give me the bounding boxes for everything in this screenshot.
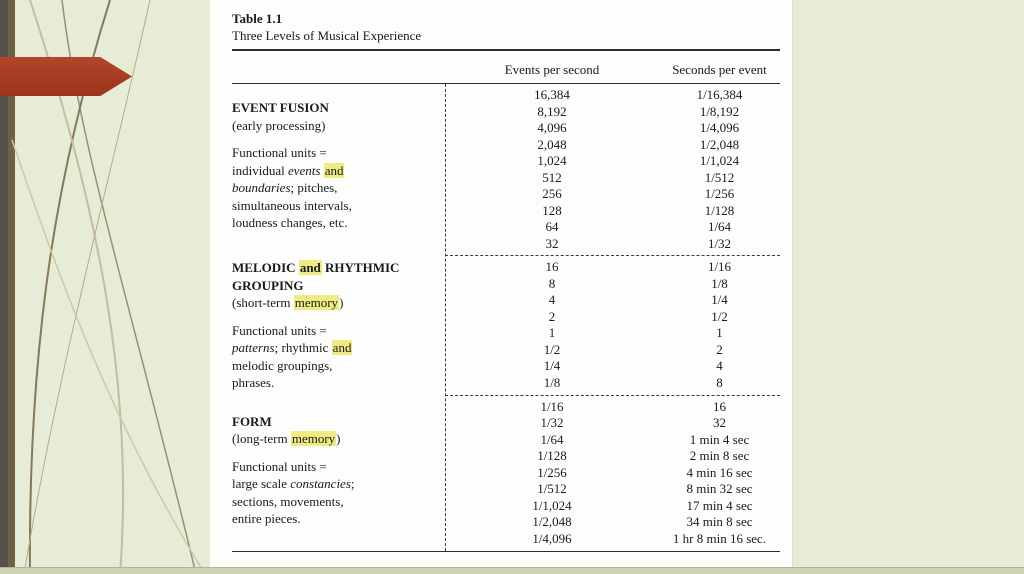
- label-text: Functional units =: [232, 458, 327, 474]
- seconds-value: 1/2,048: [699, 136, 740, 152]
- events-value: 64: [545, 219, 559, 234]
- seconds-value: 1/32: [707, 235, 732, 251]
- seconds-value: 1: [716, 325, 723, 340]
- label-text: melodic groupings,: [232, 357, 333, 373]
- label-text: RHYTHMIC: [321, 260, 400, 275]
- seconds-value: 17 min 4 sec: [686, 497, 753, 513]
- highlighted-word: and: [332, 340, 352, 355]
- seconds-value: 1/16,384: [696, 87, 743, 102]
- label-text: (long-term: [232, 431, 291, 446]
- events-value: 8: [548, 275, 556, 291]
- seconds-value: 1/16: [707, 259, 732, 274]
- events-value: 1/8: [543, 374, 561, 390]
- col-header-events: Events per second: [504, 62, 600, 77]
- events-value: 1: [548, 325, 556, 340]
- label-line: [232, 339, 435, 357]
- label-line: [232, 458, 435, 476]
- label-text: (short-term: [232, 295, 294, 310]
- highlighted-word: and: [324, 162, 344, 178]
- events-value: 16,384: [534, 87, 570, 102]
- label-text: ;: [350, 476, 355, 491]
- seconds-value: 2: [716, 341, 723, 357]
- label-column-spacer: [232, 62, 445, 78]
- label-line: [232, 430, 435, 448]
- events-value: 2,048: [537, 136, 567, 152]
- events-value: 1/256: [537, 464, 567, 480]
- seconds-value: 1/4: [711, 292, 728, 307]
- label-line: [232, 214, 435, 232]
- label-text: entire pieces.: [232, 511, 301, 526]
- column-headers: [232, 51, 780, 83]
- label-text: MELODIC: [232, 260, 299, 275]
- seconds-value: 1/512: [704, 169, 735, 185]
- label-line: [232, 144, 435, 162]
- label-text: phrases.: [232, 375, 275, 390]
- events-value: 8,192: [537, 103, 567, 119]
- label-line: [232, 413, 435, 431]
- label-text: events: [287, 162, 321, 178]
- events-column: [445, 399, 659, 548]
- events-value: 1/16: [540, 398, 564, 414]
- seconds-value: 1/8: [711, 275, 728, 291]
- table-section: [232, 259, 780, 392]
- seconds-value: 8 min 32 sec: [686, 481, 753, 496]
- label-text: FORM: [232, 413, 272, 429]
- events-value: 2: [548, 308, 556, 324]
- seconds-value: 8: [716, 374, 723, 390]
- section-label: [232, 259, 445, 392]
- events-value: 1/512: [537, 481, 567, 496]
- events-column: [445, 259, 659, 392]
- label-line: [232, 510, 435, 528]
- seconds-value: 2 min 8 sec: [689, 448, 750, 463]
- label-text: ; pitches,: [290, 180, 338, 195]
- bottom-strip: [0, 567, 1024, 574]
- label-text: ): [339, 295, 344, 310]
- events-value: 1/64: [540, 431, 564, 447]
- seconds-value: 1/4,096: [699, 120, 740, 135]
- seconds-value: 1/1,024: [699, 153, 740, 168]
- label-text: constancies: [290, 476, 351, 491]
- events-value: 128: [542, 202, 562, 218]
- seconds-value: 4 min 16 sec: [686, 464, 753, 480]
- label-text: simultaneous intervals,: [232, 197, 352, 213]
- label-text: ; rhythmic: [274, 340, 332, 355]
- events-value: 32: [545, 235, 559, 251]
- seconds-value: 1/2: [711, 308, 728, 324]
- section-separator: [445, 395, 780, 396]
- label-text: individual: [232, 162, 288, 178]
- label-line: [232, 374, 435, 392]
- section-separator: [445, 255, 780, 256]
- seconds-value: 1/8,192: [699, 103, 740, 119]
- events-value: 1/2: [543, 341, 561, 357]
- highlighted-word: memory: [294, 295, 339, 310]
- seconds-column: [659, 259, 780, 392]
- seconds-value: 16: [713, 398, 726, 414]
- label-line: [232, 162, 435, 180]
- seconds-value: 1/256: [704, 186, 735, 201]
- events-value: 256: [542, 186, 562, 201]
- label-line: [232, 197, 435, 215]
- events-value: 4: [548, 292, 556, 307]
- events-value: 4,096: [537, 120, 567, 135]
- table-area: [232, 10, 780, 552]
- highlighted-word: and: [299, 260, 321, 275]
- seconds-column: [659, 87, 780, 252]
- events-value: 16: [545, 259, 559, 274]
- label-line: [232, 294, 435, 312]
- events-value: 1/4: [543, 358, 561, 373]
- events-value: 1/4,096: [532, 530, 572, 546]
- label-text: Functional units =: [232, 145, 327, 160]
- seconds-value: 32: [713, 415, 726, 430]
- label-text: large scale: [232, 476, 291, 491]
- bottom-rule: [232, 551, 780, 552]
- events-value: 512: [542, 169, 562, 185]
- label-line: [232, 99, 435, 117]
- table-section: [232, 87, 780, 252]
- section-label: [232, 399, 445, 548]
- label-line: [232, 117, 435, 135]
- label-line: [232, 179, 435, 197]
- label-text: EVENT FUSION: [232, 100, 329, 115]
- label-line: [232, 259, 435, 277]
- section-label: [232, 87, 445, 252]
- vertical-dashed-rule: [445, 84, 446, 551]
- label-text: GROUPING: [232, 277, 304, 293]
- col-header-seconds: Seconds per event: [672, 62, 767, 77]
- events-value: 1/32: [540, 415, 564, 430]
- seconds-value: 34 min 8 sec: [686, 514, 753, 529]
- seconds-column: [659, 399, 780, 548]
- events-value: 1,024: [537, 153, 567, 168]
- table-section: [232, 399, 780, 548]
- label-line: [232, 493, 435, 511]
- seconds-value: 4: [716, 358, 723, 373]
- table-title: Table 1.1: [232, 11, 283, 26]
- events-column: [445, 87, 659, 252]
- label-text: (early processing): [232, 117, 326, 133]
- seconds-value: 1 hr 8 min 16 sec.: [672, 530, 767, 546]
- label-line: [232, 322, 435, 340]
- scanned-page-panel: [210, 0, 793, 568]
- label-text: ): [336, 431, 341, 446]
- seconds-value: 1/64: [707, 219, 732, 234]
- label-text: sections, movements,: [232, 493, 344, 509]
- table-subtitle: Three Levels of Musical Experience: [232, 28, 422, 43]
- table-sections: [232, 84, 780, 551]
- label-line: [232, 277, 435, 295]
- label-text: loudness changes, etc.: [232, 215, 348, 230]
- label-text: boundaries: [232, 180, 291, 195]
- label-text: Functional units =: [232, 322, 327, 338]
- seconds-value: 1 min 4 sec: [689, 431, 750, 447]
- events-value: 1/1,024: [532, 497, 572, 513]
- label-line: [232, 475, 435, 493]
- label-text: patterns: [232, 340, 275, 355]
- highlighted-word: memory: [291, 431, 336, 446]
- label-line: [232, 357, 435, 375]
- events-value: 1/2,048: [532, 514, 572, 529]
- events-value: 1/128: [537, 448, 567, 463]
- seconds-value: 1/128: [704, 202, 735, 218]
